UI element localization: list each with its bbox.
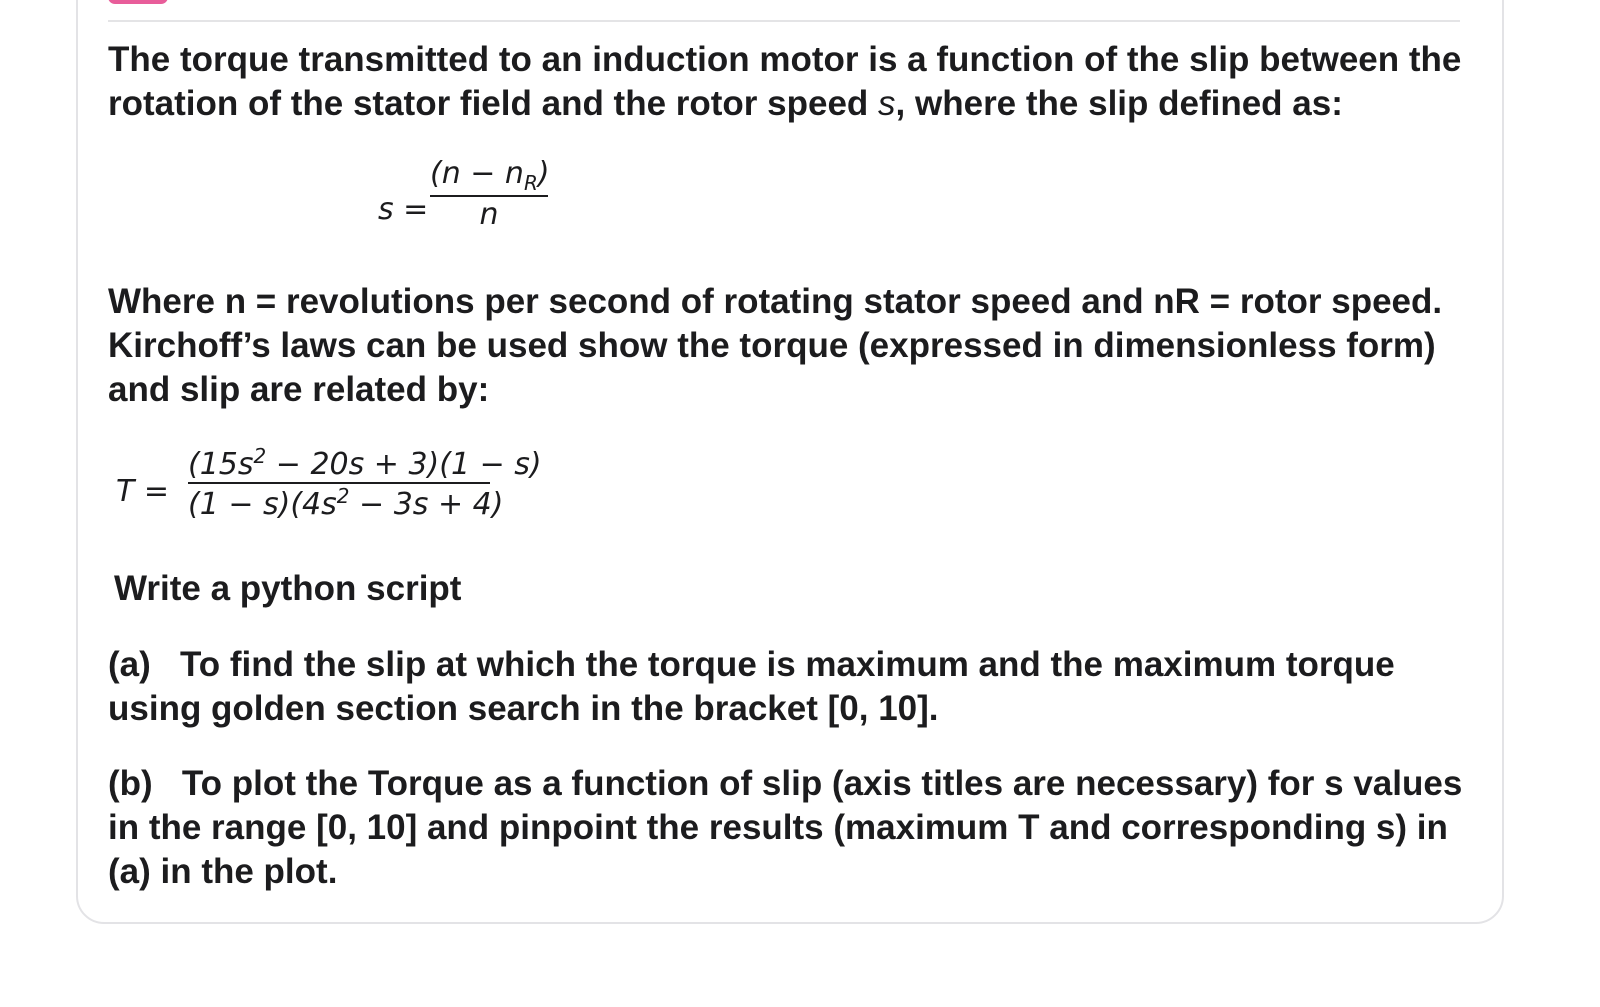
torque-equation — [116, 444, 542, 544]
torque-eq-lhs: T = — [116, 474, 169, 509]
intro-text-2: , where the slip defined as: — [895, 84, 1343, 123]
torque-eq-denominator: $(1 - s)(4s^2 - 3s + 4)$ — [188, 484, 504, 522]
slip-eq-lhs: s = — [378, 192, 429, 227]
divider — [108, 20, 1460, 22]
torque-eq-fraction — [188, 444, 542, 522]
part-a: (a) To find the slip at which the torque is maximum and the maximum torque using golden section search in the bracket [0, 10]. — [108, 645, 1405, 728]
slip-equation — [378, 156, 578, 256]
task-heading: Write a python script — [114, 569, 462, 608]
intro-variable: s — [878, 84, 896, 123]
slip-eq-numerator: $(n - n_R)$ — [430, 156, 550, 195]
intro-text-1: The torque transmitted to an induction motor is a function of the slip between the rotation of the stator field and the rotor speed — [108, 40, 1462, 123]
slip-eq-fraction — [430, 156, 548, 232]
where-paragraph: Where n = revolutions per second of rotating stator speed and nR = rotor speed. Kirchoff’s laws can be used show the torque (expressed in dimensionless form) and slip are related by: — [108, 282, 1443, 409]
slip-eq-denominator: n — [479, 197, 499, 232]
part-b: (b) To plot the Torque as a function of slip (axis titles are necessary) for s values in the range [0, 10] and pinpoint the results (maximum T and corresponding s) in (a) in the plot. — [108, 764, 1473, 891]
tag-marker — [108, 0, 168, 4]
intro-paragraph — [108, 38, 1478, 126]
torque-eq-numerator: $(15s^2 - 20s + 3)(1 - s)$ — [188, 444, 542, 482]
